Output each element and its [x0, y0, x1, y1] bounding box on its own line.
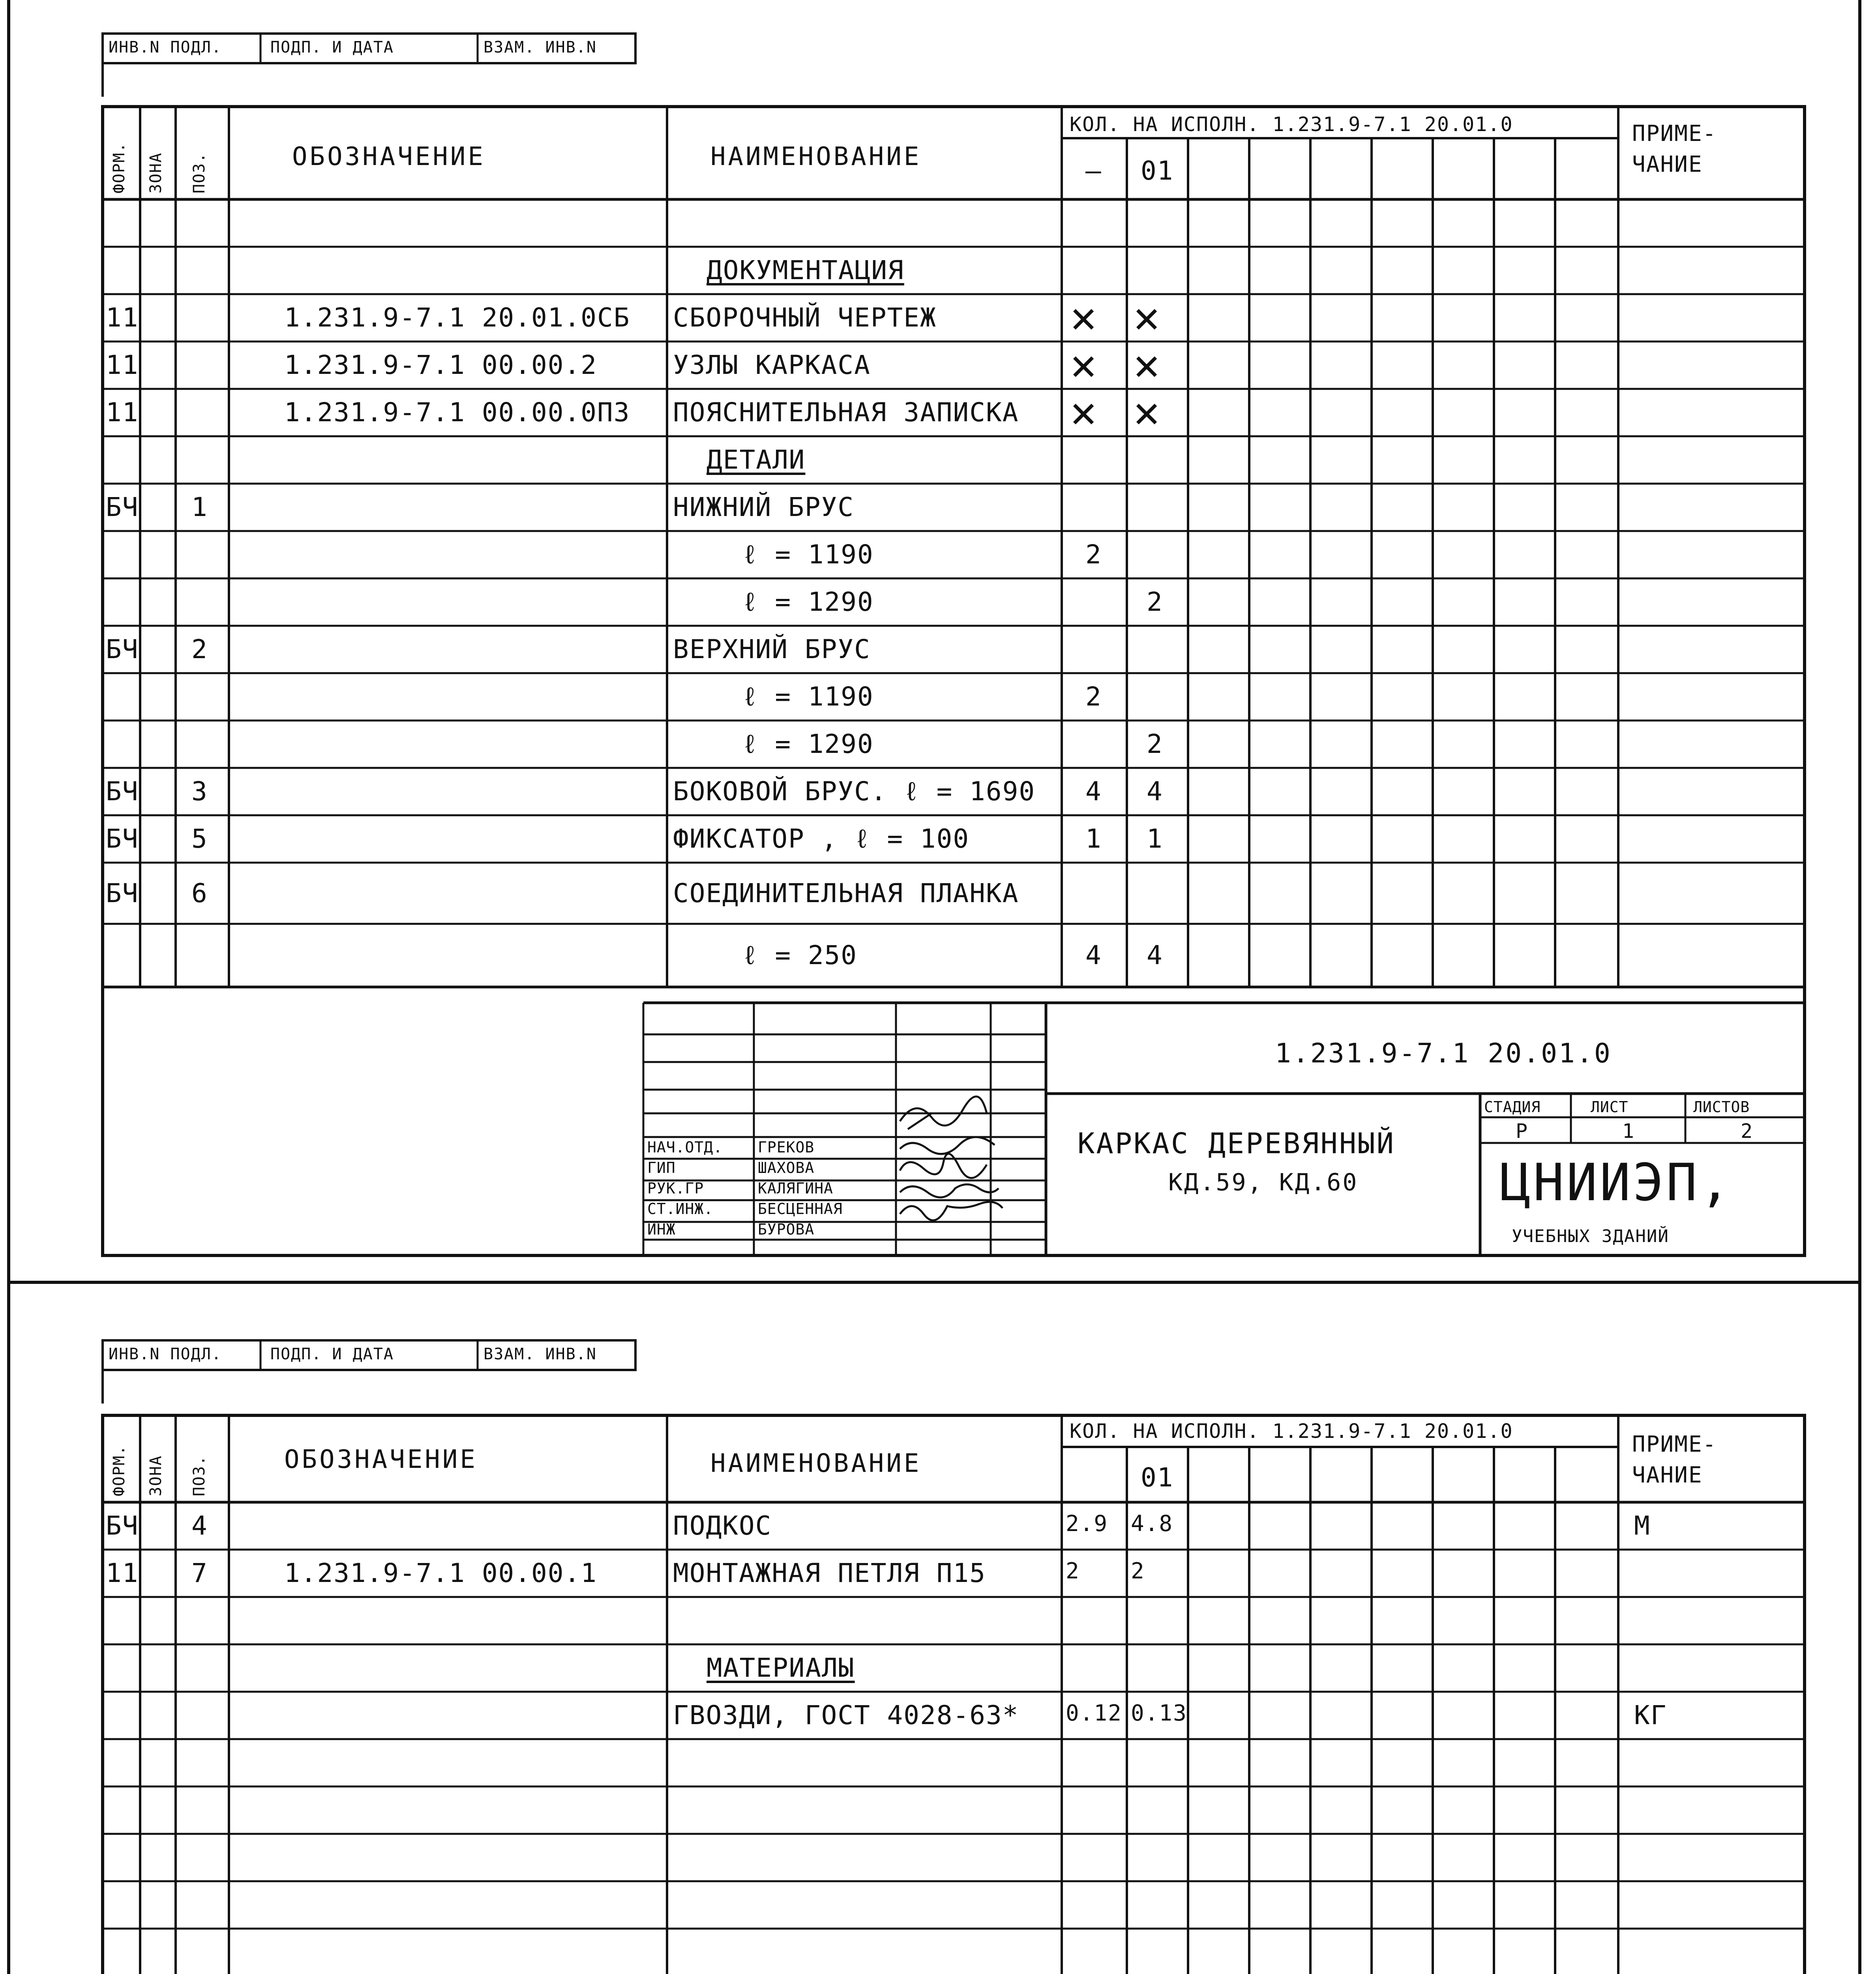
top-label-inv-2: ИНВ.N ПОДЛ.: [109, 1345, 222, 1363]
col-header-pos: ПОЗ.: [190, 152, 208, 193]
row-name: ДЕТАЛИ: [707, 445, 806, 475]
drawing-title: КАРКАС ДЕРЕВЯННЫЙ: [1078, 1127, 1395, 1160]
row-form: БЧ: [106, 1511, 139, 1541]
row-qty-2: 4: [1147, 940, 1163, 970]
row-qty-2: ✕: [1134, 292, 1161, 342]
row-note: КГ: [1634, 1700, 1667, 1730]
row-form: 11: [106, 302, 139, 333]
col-header-zone: ЗОНА: [147, 152, 165, 193]
row-qty-1: ✕: [1070, 292, 1098, 342]
col-header-name: НАИМЕНОВАНИЕ: [710, 142, 922, 171]
role-label: ИНЖ: [647, 1221, 676, 1238]
row-name: МОНТАЖНАЯ ПЕТЛЯ П15: [673, 1558, 986, 1588]
role-person: ГРЕКОВ: [758, 1139, 815, 1156]
row-name: НИЖНИЙ БРУС: [673, 492, 855, 522]
row-name: ℓ = 1290: [742, 729, 874, 759]
row-qty-2: 2: [1131, 1558, 1145, 1584]
row-qty-1: ✕: [1070, 339, 1098, 390]
row-pos: 6: [191, 878, 208, 908]
row-name: ПОДКОС: [673, 1511, 772, 1541]
row-qty-1: 0.12: [1066, 1700, 1122, 1726]
qty-col-1: –: [1085, 156, 1102, 186]
top-label-repl-2: ВЗАМ. ИНВ.N: [484, 1345, 597, 1363]
row-qty-1: 4: [1085, 940, 1102, 970]
row-form: БЧ: [106, 878, 139, 908]
col-header-note: ПРИМЕ- ЧАНИЕ: [1632, 121, 1717, 178]
col-header-name-2: НАИМЕНОВАНИЕ: [710, 1449, 922, 1478]
row-qty-2: ✕: [1134, 339, 1161, 390]
sheets-label: ЛИСТОВ: [1693, 1098, 1750, 1116]
row-pos: 2: [191, 634, 208, 664]
role-label: РУК.ГР: [647, 1180, 704, 1197]
row-pos: 4: [191, 1511, 208, 1541]
row-qty-1: 2: [1085, 539, 1102, 570]
row-name: ℓ = 250: [742, 940, 858, 970]
role-person: КАЛЯГИНА: [758, 1180, 834, 1197]
stage-value: Р: [1516, 1120, 1529, 1143]
row-qty-1: 2: [1066, 1558, 1080, 1584]
row-form: БЧ: [106, 824, 139, 854]
drawing-subtitle: КД.59, КД.60: [1168, 1169, 1359, 1196]
row-name: ПОЯСНИТЕЛЬНАЯ ЗАПИСКА: [673, 397, 1019, 428]
row-qty-1: 4: [1085, 776, 1102, 807]
row-form: БЧ: [106, 492, 139, 522]
row-designation: 1.231.9-7.1 00.00.0ПЗ: [284, 397, 630, 428]
row-name: УЗЛЫ КАРКАСА: [673, 350, 871, 380]
row-note: М: [1634, 1511, 1651, 1541]
row-name: ℓ = 1190: [742, 681, 874, 712]
row-name: ГВОЗДИ, ГОСТ 4028-63*: [673, 1700, 1019, 1730]
row-pos: 5: [191, 824, 208, 854]
col-header-form-2: ФОРМ.: [110, 1445, 128, 1496]
row-form: 11: [106, 350, 139, 380]
organization-sub: УЧЕБНЫХ ЗДАНИЙ: [1512, 1226, 1669, 1246]
row-qty-2: 2: [1147, 587, 1163, 617]
row-form: 11: [106, 1558, 139, 1588]
role-person: БУРОВА: [758, 1221, 815, 1238]
col-header-note-2: ПРИМЕ- ЧАНИЕ: [1632, 1432, 1717, 1488]
row-designation: 1.231.9-7.1 00.00.1: [284, 1558, 597, 1588]
row-name: МАТЕРИАЛЫ: [707, 1653, 855, 1683]
col-header-qty: КОЛ. НА ИСПОЛН. 1.231.9-7.1 20.01.0: [1070, 113, 1513, 136]
sheet-value: 1: [1622, 1120, 1635, 1143]
row-pos: 3: [191, 776, 208, 807]
row-name: ФИКСАТОР , ℓ = 100: [673, 824, 970, 854]
row-form: 11: [106, 397, 139, 428]
role-person: ШАХОВА: [758, 1159, 815, 1177]
row-qty-2: 2: [1147, 729, 1163, 759]
row-qty-2: 4: [1147, 776, 1163, 807]
col-header-form: ФОРМ.: [110, 142, 128, 193]
row-name: СБОРОЧНЫЙ ЧЕРТЕЖ: [673, 302, 937, 333]
row-qty-2: 1: [1147, 824, 1163, 854]
row-name: ℓ = 1290: [742, 587, 874, 617]
qty-col-2: 01: [1141, 156, 1174, 186]
row-name: ВЕРХНИЙ БРУС: [673, 634, 871, 664]
stage-label: СТАДИЯ: [1484, 1098, 1541, 1116]
row-designation: 1.231.9-7.1 00.00.2: [284, 350, 597, 380]
col-header-designation: ОБОЗНАЧЕНИЕ: [292, 142, 485, 171]
row-qty-1: 2.9: [1066, 1511, 1108, 1537]
role-label: СТ.ИНЖ.: [647, 1200, 714, 1218]
top-label-repl: ВЗАМ. ИНВ.N: [484, 38, 597, 56]
row-name: ДОКУМЕНТАЦИЯ: [707, 255, 904, 285]
row-designation: 1.231.9-7.1 20.01.0СБ: [284, 302, 630, 333]
role-person: БЕСЦЕННАЯ: [758, 1200, 843, 1218]
row-name: ℓ = 1190: [742, 539, 874, 570]
row-form: БЧ: [106, 634, 139, 664]
role-label: ГИП: [647, 1159, 676, 1177]
row-qty-1: 2: [1085, 681, 1102, 712]
col-header-designation-2: ОБОЗНАЧЕНИЕ: [284, 1445, 478, 1474]
row-qty-2: 4.8: [1131, 1511, 1173, 1537]
row-name: БОКОВОЙ БРУС. ℓ = 1690: [673, 776, 1036, 807]
top-label-sign: ПОДП. И ДАТА: [270, 38, 394, 56]
qty-col-2-2: 01: [1141, 1462, 1174, 1493]
role-label: НАЧ.ОТД.: [647, 1139, 723, 1156]
sheet-label: ЛИСТ: [1591, 1098, 1629, 1116]
row-pos: 1: [191, 492, 208, 522]
row-pos: 7: [191, 1558, 208, 1588]
row-qty-1: ✕: [1070, 387, 1098, 437]
row-form: БЧ: [106, 776, 139, 807]
row-qty-1: 1: [1085, 824, 1102, 854]
col-header-pos-2: ПОЗ.: [190, 1455, 208, 1496]
row-name: СОЕДИНИТЕЛЬНАЯ ПЛАНКА: [673, 878, 1019, 908]
row-qty-2: 0.13: [1131, 1700, 1187, 1726]
organization: ЦНИИЭП,: [1500, 1152, 1733, 1212]
col-header-zone-2: ЗОНА: [147, 1455, 165, 1496]
sheets-value: 2: [1741, 1120, 1754, 1143]
doc-code: 1.231.9-7.1 20.01.0: [1275, 1038, 1612, 1069]
row-qty-2: ✕: [1134, 387, 1161, 437]
top-label-inv: ИНВ.N ПОДЛ.: [109, 38, 222, 56]
top-label-sign-2: ПОДП. И ДАТА: [270, 1345, 394, 1363]
col-header-qty-2: КОЛ. НА ИСПОЛН. 1.231.9-7.1 20.01.0: [1070, 1420, 1513, 1443]
